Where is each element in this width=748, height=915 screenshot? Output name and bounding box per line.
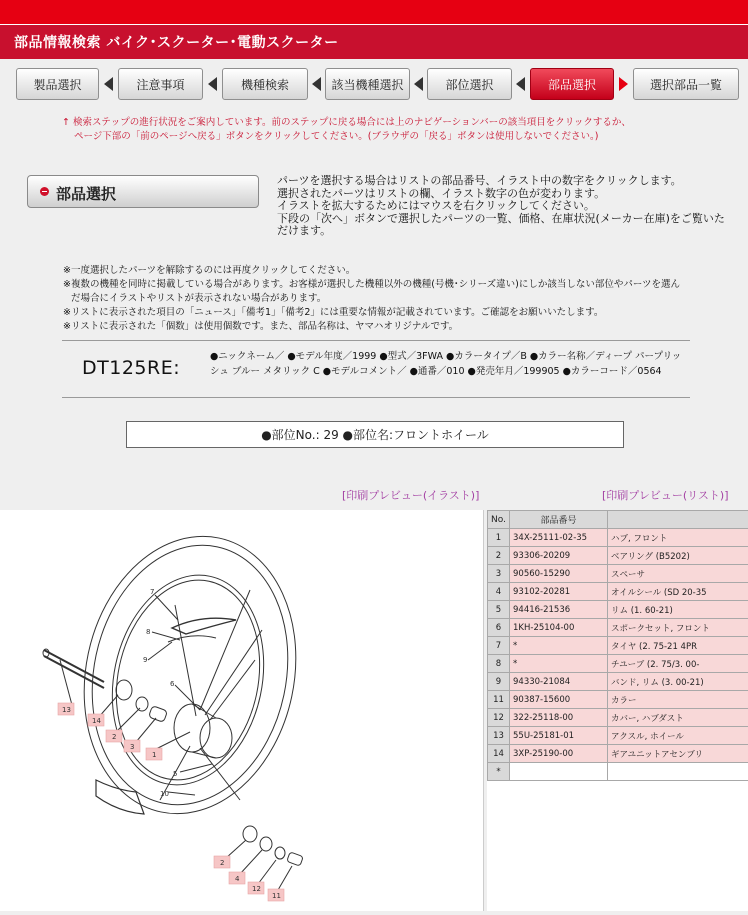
step-navigation [16,68,740,104]
callout-number: 5 [173,770,177,778]
model-specs: ●ニックネーム／ ●モデル年度／1999 ●型式／3FWA ●カラータイプ／B ●カラー名称／ディープ パープリッシュ ブルー メタリック C ●モデルコメント／ ●通番／010 ●発売年月／199905 ●カラーコード／0564 [210,349,690,379]
callout-label-11[interactable] [268,889,284,901]
minus-circle-icon [40,187,49,196]
guide-text [277,175,735,238]
svg-text:14: 14 [92,717,101,725]
divider [62,397,690,398]
parts-list [487,510,748,911]
page-title: 部品情報検索 バイク･スクーター･電動スクーター [14,32,339,52]
table-row[interactable]: 7 * タイヤ (2. 75-21 4PR [488,637,748,655]
part-number-link[interactable]: 3XP-25190-00 [510,745,608,763]
part-number-link[interactable]: * [510,655,608,673]
part-number-link[interactable]: 55U-25181-01 [510,727,608,745]
divider [62,340,690,341]
step-product-select[interactable]: 製品選択 [16,68,99,100]
callout-label-14[interactable] [88,714,104,726]
part-number-link[interactable]: 94330-21084 [510,673,608,691]
guide-line: 下段の「次へ」ボタンで選択したパーツの一覧、価格、在庫状況(メーカー在庫)をご覧いただけます。 [277,213,735,238]
svg-text:2: 2 [112,733,116,741]
table-header-row [488,511,748,529]
callout-number: 10 [160,790,169,798]
table-row[interactable]: 2 93306-20209 ベアリング (B5202) [488,547,748,565]
part-number-link[interactable]: 93102-20281 [510,583,608,601]
print-preview-list-link[interactable]: [印刷プレビュー(リスト)] [602,487,729,503]
part-number-link[interactable]: 1KH-25104-00 [510,619,608,637]
svg-text:12: 12 [252,885,261,893]
note-line: だ場合にイラストやリストが表示されない場合があります。 [63,292,703,306]
table-row[interactable]: 12 322-25118-00 カバー, ハブダスト [488,709,748,727]
callout-label-2b[interactable] [214,856,230,868]
step-note-line: ↑ 検索ステップの進行状況をご案内しています。前のステップに戻る場合には上のナビゲーションバーの該当項目をクリックするか、 [62,116,732,130]
part-number-link[interactable]: 93306-20209 [510,547,608,565]
table-row[interactable]: 13 55U-25181-01 アクスル, ホイール [488,727,748,745]
step-notice[interactable]: 注意事項 [118,68,203,100]
svg-text:2: 2 [220,859,224,867]
svg-text:13: 13 [62,706,71,714]
step-selected-list[interactable]: 選択部品一覧 [633,68,739,100]
guide-line: 選択されたパーツはリストの欄、イラスト数字の色が変わります。 [277,188,735,201]
model-name: DT125RE: [82,357,180,379]
table-row[interactable]: 9 94330-21084 バンド, リム (3. 00-21) [488,673,748,691]
arrow-left-icon [208,77,217,91]
callout-label-12[interactable] [248,882,264,894]
svg-text:11: 11 [272,892,281,900]
svg-text:1: 1 [152,751,156,759]
col-header-part-no: 部品番号 [510,511,608,529]
callout-label-4[interactable] [229,872,245,884]
part-number-link[interactable]: 94416-21536 [510,601,608,619]
top-red-bar [0,0,748,24]
arrow-right-icon [619,77,628,91]
callout-label-2[interactable] [106,730,122,742]
svg-text:4: 4 [235,875,240,883]
note-line: ※リストに表示された「個数」は使用個数です。また、部品名称は、ヤマハオリジナルです。 [63,320,703,334]
part-number-link[interactable]: 90387-15600 [510,691,608,709]
guide-line: パーツを選択する場合はリストの部品番号、イラスト中の数字をクリックします。 [277,175,735,188]
note-line: ※複数の機種を同時に掲載している場合があります。お客様が選択した機種以外の機種(号機･シリーズ違い)にしか該当しない部位やパーツを選ん [63,278,703,292]
table-row[interactable]: 14 3XP-25190-00 ギアユニットアセンブリ [488,745,748,763]
table-row[interactable]: 11 90387-15600 カラー [488,691,748,709]
part-number-link[interactable]: 322-25118-00 [510,709,608,727]
heading-label: 部品選択 [56,183,116,204]
table-row[interactable]: 5 94416-21536 リム (1. 60-21) [488,601,748,619]
part-number-link[interactable]: * [510,637,608,655]
guide-line: イラストを拡大するためにはマウスを右クリックしてください。 [277,200,735,213]
table-row[interactable]: 8 * チユーブ (2. 75/3. 00- [488,655,748,673]
step-note-line: ページ下部の「前のページへ戻る」ボタンをクリックしてください。(ブラウザの「戻る」ボタンは使用しないでください。) [62,130,732,144]
part-number-link[interactable]: 34X-25111-02-35 [510,529,608,547]
callout-label-3[interactable] [124,740,140,752]
table-row[interactable]: 6 1KH-25104-00 スポークセット, フロント [488,619,748,637]
page-header [0,24,748,59]
step-model-select[interactable]: 該当機種選択 [325,68,410,100]
callout-label-1[interactable] [146,748,162,760]
parts-table [487,510,748,781]
note-line: ※リストに表示された項目の「ニュース」「備考1」「備考2」には重要な情報が記載されています。ご確認をお願いいたします。 [63,306,703,320]
note-line: ※一度選択したパーツを解除するのには再度クリックしてください。 [63,264,703,278]
table-row: * [488,763,748,781]
arrow-left-icon [414,77,423,91]
notes [63,264,703,334]
table-row[interactable]: 4 93102-20281 オイルシール (SD 20-35 [488,583,748,601]
step-model-search[interactable]: 機種検索 [222,68,308,100]
arrow-left-icon [104,77,113,91]
step-parts-select[interactable]: 部品選択 [530,68,614,100]
step-area-select[interactable]: 部位選択 [427,68,512,100]
col-header-no: No. [488,511,510,529]
col-header-name [608,511,748,529]
callout-number: 8 [146,628,150,636]
parts-illustration[interactable] [0,510,484,911]
wheel-diagram [0,510,483,911]
table-row[interactable]: 3 90560-15290 スペーサ [488,565,748,583]
table-row[interactable]: 1 34X-25111-02-35 ハブ, フロント [488,529,748,547]
callout-number: 7 [150,588,154,596]
section-info-box [126,421,624,448]
svg-text:3: 3 [130,743,134,751]
parts-select-heading-button [27,175,259,208]
part-number-link[interactable]: 90560-15290 [510,565,608,583]
section-info: ●部位No.: 29 ●部位名:フロントホイール [261,426,489,443]
step-note [62,116,732,144]
print-preview-illust-link[interactable]: [印刷プレビュー(イラスト)] [342,487,479,503]
callout-label-13[interactable] [58,703,74,715]
callout-number: 9 [143,656,147,664]
arrow-left-icon [516,77,525,91]
callout-number: 6 [170,680,175,688]
arrow-left-icon [312,77,321,91]
